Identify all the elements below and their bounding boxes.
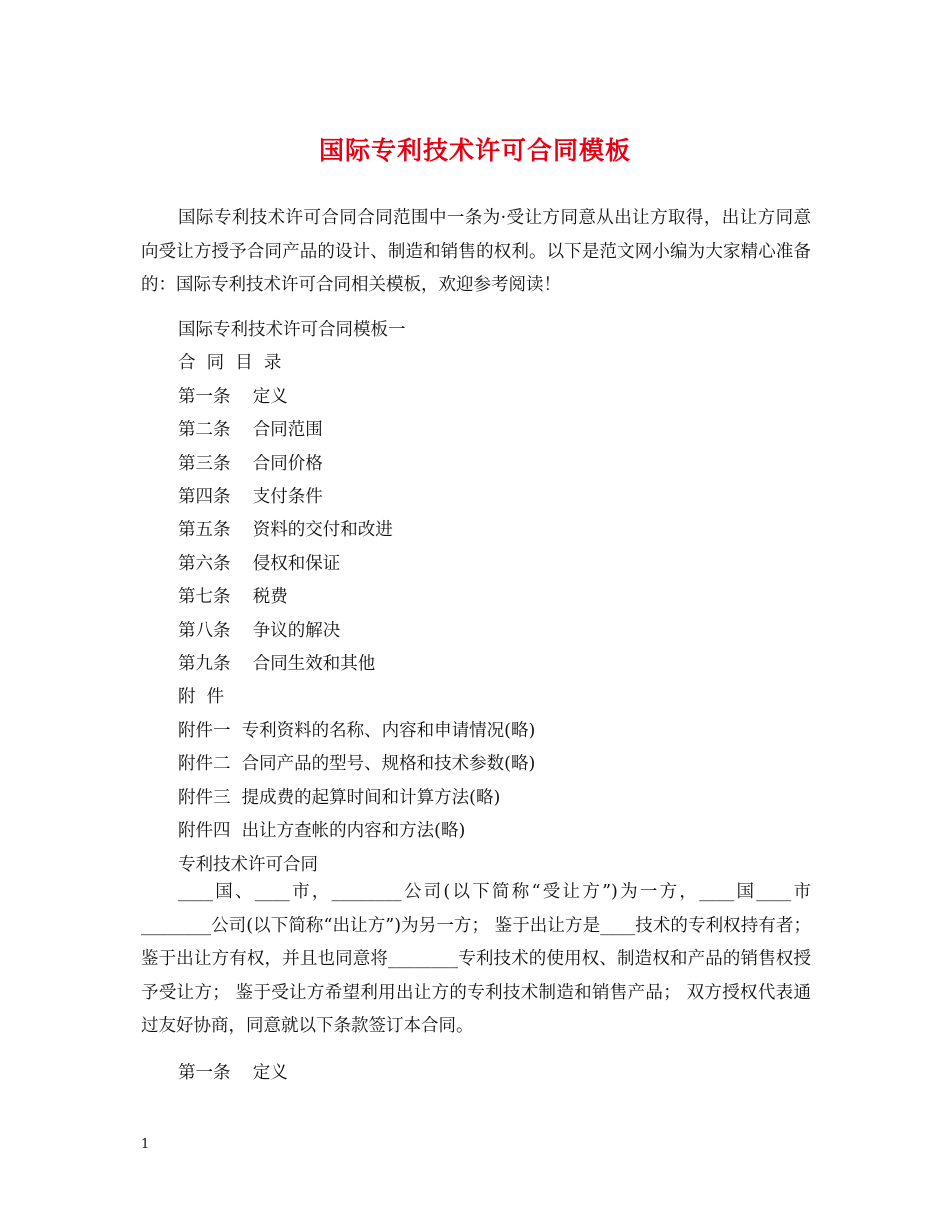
list-line: 第六条 侵权和保证 <box>178 553 341 574</box>
list-line: 第一条 定义 <box>178 386 288 407</box>
list-line: 第七条 税费 <box>178 587 288 608</box>
list-line: 第四条 支付条件 <box>178 487 323 508</box>
article-heading: 第一条 定义 <box>178 1063 288 1083</box>
list-line: 合 同 目 录 <box>178 353 282 374</box>
list-line: 附件一 专利资料的名称、内容和申请情况(略) <box>178 720 536 741</box>
list-line: 国际专利技术许可合同模板一 <box>178 320 406 340</box>
intro-paragraph: 国际专利技术许可合同合同范围中一条为·受让方同意从出让方取得，出让方同意向受让方授予合同产品的设计、制造和销售的权利。以下是范文网小编为大家精心准备的：国际专利技术许可合同相关模板，欢迎参考阅读！ <box>141 208 811 295</box>
document-title: 国际专利技术许可合同模板 <box>318 136 631 165</box>
page-number: 1 <box>141 1137 150 1152</box>
list-line: 专利技术许可合同 <box>178 854 318 875</box>
list-line: 第二条 合同范围 <box>178 420 323 441</box>
contents-list <box>178 314 535 882</box>
list-line: 附件四 出让方查帐的内容和方法(略) <box>178 821 466 842</box>
list-line: 附件二 合同产品的型号、规格和技术参数(略) <box>178 754 536 775</box>
preamble-paragraph: ____国、____市，________公司(以下简称“受让方”)为一方，____国____市________公司(以下简称“出让方”)为另一方； 鉴于出让方是____技术的专利权持有者； 鉴于出让方有权，并且也同意将________专利技术的使用权、制造权和产品的销售权授予受让方； 鉴于受让方希望利用出让方的专利技术制造和销售产品； 双方授权代表通过友好协商，同意就以下条款签订本合同。 <box>141 882 811 1036</box>
list-line: 第九条 合同生效和其他 <box>178 654 376 675</box>
list-line: 附 件 <box>178 687 225 708</box>
list-line: 附件三 提成费的起算时间和计算方法(略) <box>178 787 501 808</box>
list-line: 第五条 资料的交付和改进 <box>178 520 393 541</box>
list-line: 第八条 争议的解决 <box>178 620 341 641</box>
list-line: 第三条 合同价格 <box>178 453 323 474</box>
